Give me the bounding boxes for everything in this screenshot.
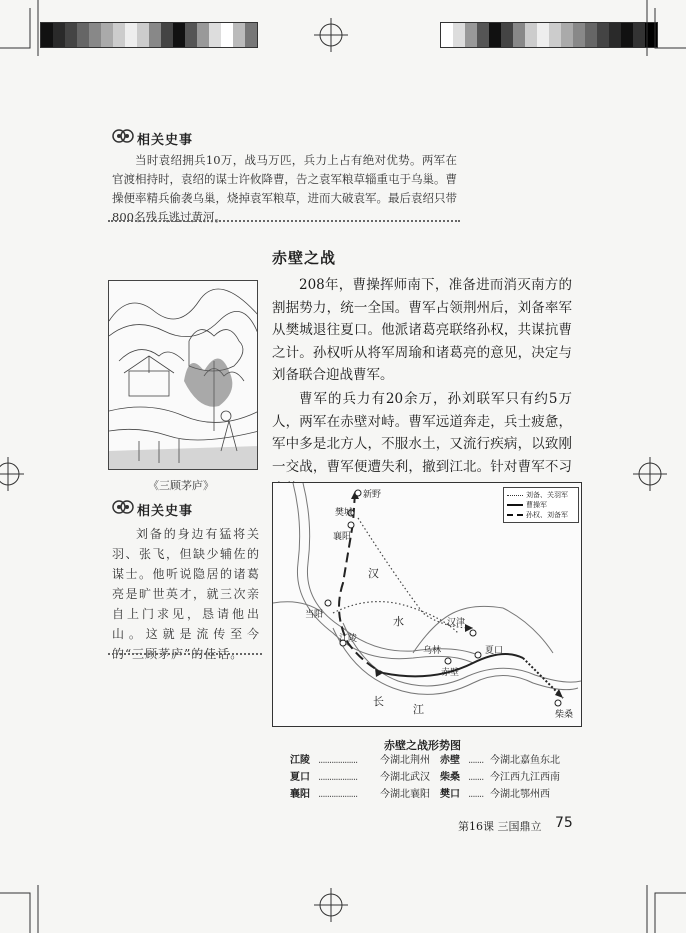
map-label: 汉 bbox=[368, 567, 379, 580]
key-entry: 夏口 .................. 今湖北武汉 bbox=[290, 772, 430, 783]
sidebar-bottom-divider bbox=[108, 653, 262, 655]
map-label: 汉津 bbox=[447, 618, 466, 628]
map-label: 水 bbox=[393, 615, 404, 628]
swirl-badge-icon bbox=[112, 496, 134, 518]
legend-item: 孙权、刘备军 bbox=[507, 510, 575, 520]
section-title: 赤壁之战 bbox=[272, 249, 337, 267]
key-entry: 柴桑 ....... 今江西九江西南 bbox=[440, 772, 560, 783]
map-label: 樊城 bbox=[335, 508, 354, 518]
map-label: 夏口 bbox=[485, 646, 504, 656]
map-label: 江陵 bbox=[339, 634, 358, 644]
map-label: 江 bbox=[413, 703, 424, 716]
map-label: 襄阳 bbox=[333, 532, 352, 542]
battle-map bbox=[272, 482, 582, 727]
place-key-table bbox=[290, 752, 590, 803]
swirl-badge-icon bbox=[112, 125, 134, 147]
illustration-caption: 《三顾茅庐》 bbox=[148, 479, 214, 492]
three-visits-illustration bbox=[108, 280, 258, 470]
sidebar-top-divider bbox=[108, 220, 460, 222]
map-caption: 赤壁之战形势图 bbox=[384, 739, 461, 752]
map-label: 新野 bbox=[363, 490, 382, 500]
paragraph-2: 曹军的兵力有20余万，孙刘联军只有约5万人，两军在赤壁对峙。曹军远道奔走，兵士疲惫，军中多是北方人，不服水土，又流行疾病，以致刚一交战，曹军便遭失利，撤到江北。针对曹军不习 bbox=[272, 391, 572, 475]
map-label: 当阳 bbox=[305, 610, 324, 620]
key-entry: 江陵 .................. 今湖北荆州 bbox=[290, 755, 430, 766]
key-entry: 赤壁 ....... 今湖北嘉鱼东北 bbox=[440, 755, 560, 766]
paragraph-1: 208年，曹操挥师南下，准备进而消灭南方的割据势力，统一全国。曹军占领荆州后，刘备率军从樊城退往夏口。他派诸葛亮联络孙权，共谋抗曹之计。孙权听从将军周瑜和诸葛亮的意见，决定与刘备联合迎战曹军。 bbox=[272, 277, 572, 384]
map-label: 长 bbox=[373, 695, 384, 708]
map-legend bbox=[503, 487, 579, 523]
legend-item: 刘备、关羽军 bbox=[507, 490, 575, 500]
map-label: 赤壁 bbox=[441, 668, 460, 678]
key-entry: 襄阳 .................. 今湖北襄阳 bbox=[290, 789, 430, 800]
map-label: 乌林 bbox=[423, 646, 442, 656]
map-label: 柴桑 bbox=[555, 710, 574, 720]
lesson-footer: 第16课 三国鼎立 bbox=[458, 820, 542, 833]
page-number: 75 bbox=[555, 815, 573, 831]
sidebar-top-title: 相关史事 bbox=[137, 133, 194, 148]
sidebar-bottom-title: 相关史事 bbox=[137, 504, 194, 519]
sidebar-top-text: 当时袁绍拥兵10万，战马万匹，兵力上占有绝对优势。两军在官渡相持时，袁绍的谋士许攸降曹，告之袁军粮草辎重屯于乌巢。曹操便率精兵偷袭乌巢，烧掉袁军粮草，进而大破袁军。最后袁绍只带800名残兵逃过黄河。 bbox=[112, 153, 457, 224]
legend-item: 曹操军 bbox=[507, 500, 575, 510]
sidebar-bottom-text: 刘备的身边有猛将关羽、张飞，但缺少辅佐的谋士。他听说隐居的诸葛亮是旷世英才，就三次亲自上门求见，恳请他出山。这就是流传至今的“三顾茅庐”的佳话。 bbox=[112, 527, 260, 661]
key-entry: 樊口 ....... 今湖北鄂州西 bbox=[440, 789, 550, 800]
